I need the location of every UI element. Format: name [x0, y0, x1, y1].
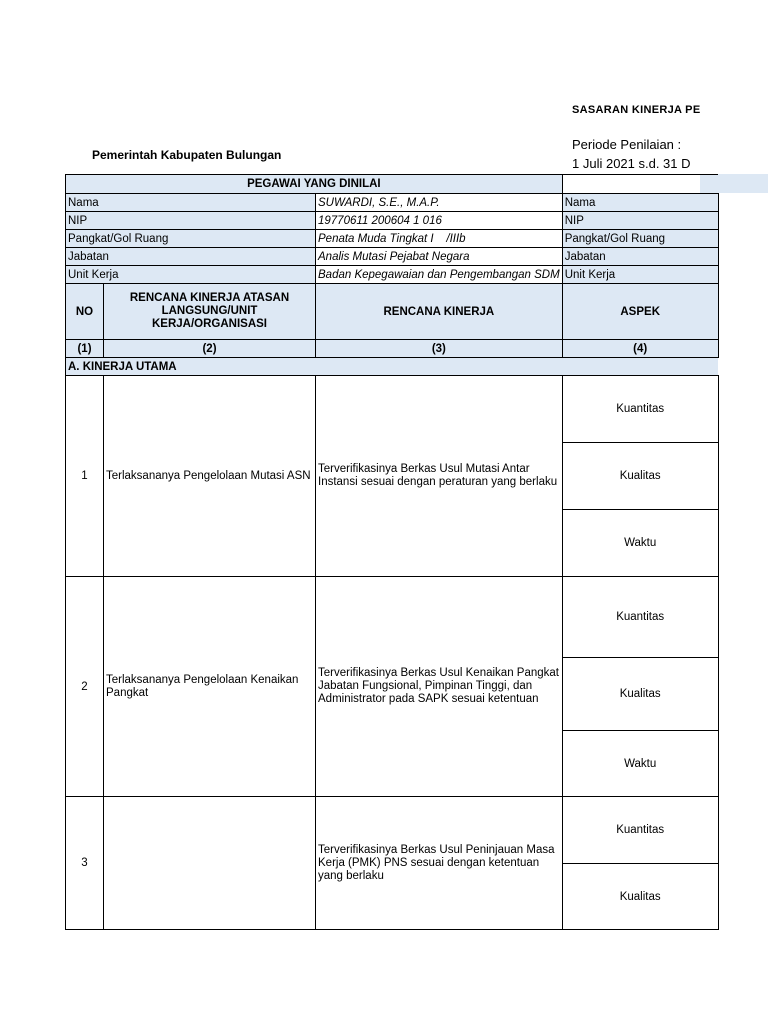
nama-value: SUWARDI, S.E., M.A.P.: [316, 194, 563, 212]
nip-value: 19770611 200604 1 016: [316, 212, 563, 230]
item-2-atasan: Terlaksananya Pengelolaan Kenaikan Pangkat: [104, 577, 316, 797]
right-nama-label: Nama: [562, 194, 718, 212]
nip-label: NIP: [66, 212, 316, 230]
item-2-no: 2: [66, 577, 104, 797]
section-kinerja-utama: A. KINERJA UTAMA: [66, 358, 719, 376]
jabatan-label: Jabatan: [66, 248, 316, 266]
pangkat-value: Penata Muda Tingkat I /IIIb: [316, 230, 563, 248]
unit-kerja-label: Unit Kerja: [66, 266, 316, 284]
item-1-rencana: Terverifikasinya Berkas Usul Mutasi Antar Instansi sesuai dengan peraturan yang berlaku: [316, 376, 563, 577]
item-1-aspek-waktu: Waktu: [562, 510, 718, 577]
pangkat-label: Pangkat/Gol Ruang: [66, 230, 316, 248]
col-no-header: NO: [66, 284, 104, 340]
item-3-no: 3: [66, 797, 104, 930]
pejabat-section-title: [562, 175, 718, 194]
periode-label: Periode Penilaian :: [572, 137, 682, 152]
col-num-3: (3): [316, 340, 563, 358]
item-3-aspek-kualitas: Kualitas: [562, 864, 718, 930]
item-2-aspek-waktu: Waktu: [562, 731, 718, 797]
document-title: SASARAN KINERJA PE: [572, 104, 701, 116]
item-3-atasan: [104, 797, 316, 930]
col-num-4: (4): [562, 340, 718, 358]
col-rencana-atasan-header: RENCANA KINERJA ATASAN LANGSUNG/UNIT KERJA/ORGANISASI: [104, 284, 316, 340]
col-num-2: (2): [104, 340, 316, 358]
item-2-rencana: Terverifikasinya Berkas Usul Kenaikan Pangkat Jabatan Fungsional, Pimpinan Tinggi, dan Administrator pada SAPK sesuai ketentuan: [316, 577, 563, 797]
item-1-no: 1: [66, 376, 104, 577]
right-pangkat-label: Pangkat/Gol Ruang: [562, 230, 718, 248]
nama-label: Nama: [66, 194, 316, 212]
col-rencana-header: RENCANA KINERJA: [316, 284, 563, 340]
unit-kerja-value: Badan Kepegawaian dan Pengembangan SDM: [316, 266, 563, 284]
pegawai-section-title: PEGAWAI YANG DINILAI: [66, 175, 563, 194]
item-1-atasan: Terlaksananya Pengelolaan Mutasi ASN: [104, 376, 316, 577]
item-3-rencana: Terverifikasinya Berkas Usul Peninjauan Masa Kerja (PMK) PNS sesuai dengan ketentuan yang berlaku: [316, 797, 563, 930]
right-jabatan-label: Jabatan: [562, 248, 718, 266]
right-unit-kerja-label: Unit Kerja: [562, 266, 718, 284]
organization-name: Pemerintah Kabupaten Bulungan: [92, 148, 282, 162]
item-3-aspek-kuantitas: Kuantitas: [562, 797, 718, 864]
item-1-aspek-kualitas: Kualitas: [562, 443, 718, 510]
right-nip-label: NIP: [562, 212, 718, 230]
item-1-aspek-kuantitas: Kuantitas: [562, 376, 718, 443]
item-2-aspek-kuantitas: Kuantitas: [562, 577, 718, 658]
col-num-1: (1): [66, 340, 104, 358]
item-2-aspek-kualitas: Kualitas: [562, 658, 718, 731]
col-aspek-header: ASPEK: [562, 284, 718, 340]
skp-table: [65, 174, 719, 930]
jabatan-value: Analis Mutasi Pejabat Negara: [316, 248, 563, 266]
periode-value: 1 Juli 2021 s.d. 31 D: [572, 156, 691, 171]
